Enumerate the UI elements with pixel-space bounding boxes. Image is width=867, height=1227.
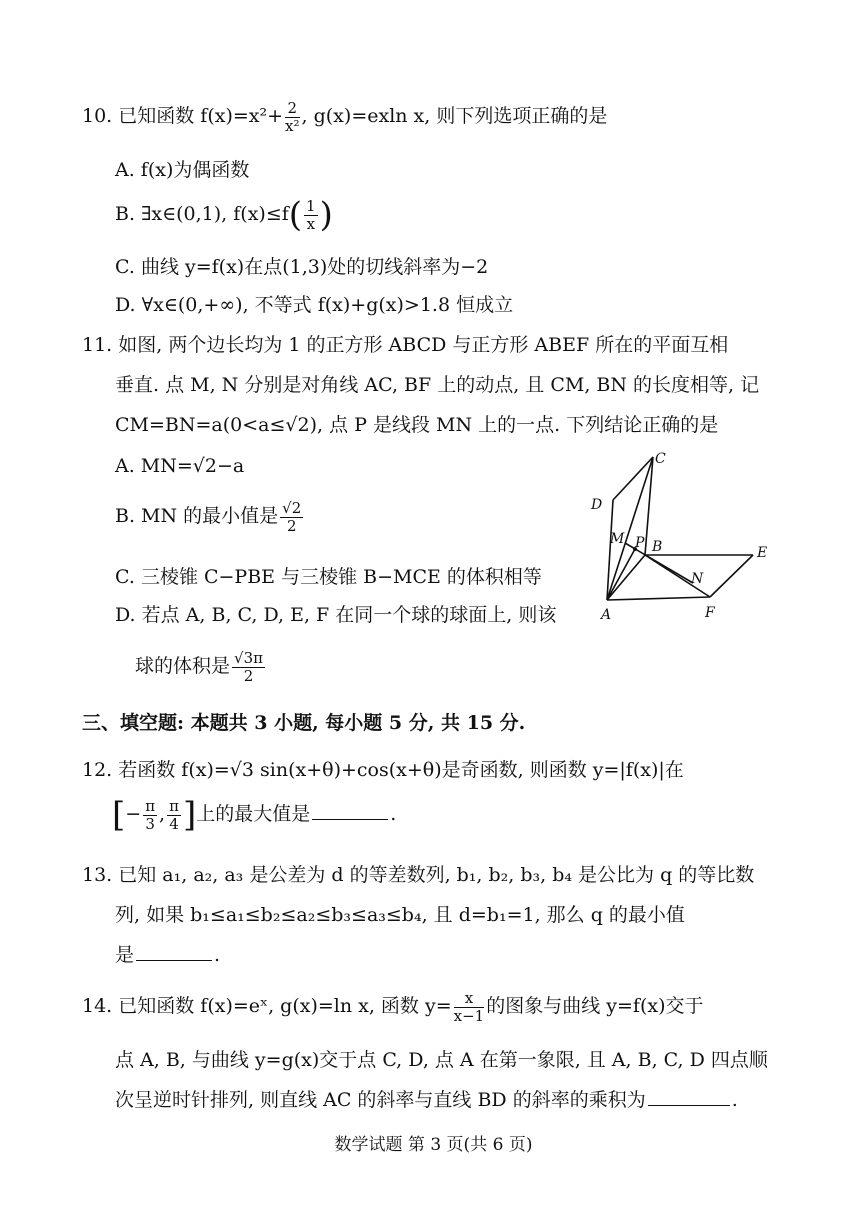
- q14-line-3: 次呈逆时针排列, 则直线 AC 的斜率与直线 BD 的斜率的乘积为 .: [115, 1089, 738, 1111]
- q11-option-b: B. MN 的最小值是 $\frac{√2}{2}$: [115, 499, 302, 535]
- label-a: A: [601, 607, 612, 623]
- q12-answer-blank: [312, 818, 388, 820]
- q10-fraction: $\frac{2}{\text{x²}}$: [285, 99, 300, 135]
- q11-option-c: C. 三棱锥 C−PBE 与三棱锥 B−MCE 的体积相等: [115, 566, 542, 588]
- q11-option-d-1: D. 若点 A, B, C, D, E, F 在同一个球的球面上, 则该: [115, 604, 557, 626]
- label-e: E: [757, 545, 768, 561]
- q13-line-3: 是 .: [115, 944, 221, 966]
- q10-option-b: B. ∃x∈(0,1), f(x)≤f( $\frac{1}{x}$ ): [115, 195, 333, 235]
- q14-line-1: 14. 已知函数 f(x)=eˣ, g(x)=ln x, 函数 y= $\frac{x}{x-1}$ 的图象与曲线 y=f(x)交于: [82, 989, 704, 1025]
- q11-option-a: A. MN=√2−a: [115, 455, 245, 477]
- label-n: N: [691, 571, 704, 587]
- q11-line-1: 11. 如图, 两个边长均为 1 的正方形 ABCD 与正方形 ABEF 所在的平面互相: [82, 334, 729, 356]
- q10-stem: 10. 已知函数 f(x)=x²+ $\frac{2}{\text{x²}}$ , g(x)=exln x, 则下列选项正确的是: [82, 99, 608, 135]
- label-c: C: [655, 451, 666, 467]
- label-f: F: [705, 605, 715, 621]
- label-m: M: [610, 531, 625, 547]
- section-3-heading: 三、填空题: 本题共 3 小题, 每小题 5 分, 共 15 分.: [82, 712, 526, 734]
- q14-answer-blank: [648, 1104, 730, 1106]
- q14-line-2: 点 A, B, 与曲线 y=g(x)交于点 C, D, 点 A 在第一象限, 且 A, B, C, D 四点顺: [115, 1049, 768, 1071]
- q10-option-c: C. 曲线 y=f(x)在点(1,3)处的切线斜率为−2: [115, 256, 489, 278]
- q13-line-1: 13. 已知 a₁, a₂, a₃ 是公差为 d 的等差数列, b₁, b₂, b₃, b₄ 是公比为 q 的等比数: [82, 864, 755, 886]
- page-footer: 数学试题 第 3 页(共 6 页): [334, 1135, 533, 1155]
- label-p: P: [635, 535, 645, 551]
- q12-line-2: [− $\frac{\pi}{3}$ , $\frac{\pi}{4}$ ]上的最大值是 .: [112, 795, 397, 835]
- q10-option-a: A. f(x)为偶函数: [115, 159, 250, 181]
- label-d: D: [591, 497, 603, 513]
- q11-line-2: 垂直. 点 M, N 分别是对角线 AC, BF 上的动点, 且 CM, BN 的长度相等, 记: [115, 374, 760, 396]
- q13-line-2: 列, 如果 b₁≤a₁≤b₂≤a₂≤b₃≤a₃≤b₄, 且 d=b₁=1, 那么 q 的最小值: [115, 904, 685, 926]
- q11-line-3: CM=BN=a(0<a≤√2), 点 P 是线段 MN 上的一点. 下列结论正确的是: [115, 414, 719, 436]
- label-b: B: [652, 539, 663, 555]
- q12-line-1: 12. 若函数 f(x)=√3 sin(x+θ)+cos(x+θ)是奇函数, 则函数 y=|f(x)|在: [82, 759, 684, 781]
- q13-answer-blank: [136, 959, 212, 961]
- q11-option-d-2: 球的体积是 $\frac{√3\pi}{2}$: [135, 649, 263, 685]
- q10-option-d: D. ∀x∈(0,+∞), 不等式 f(x)+g(x)>1.8 恒成立: [115, 294, 514, 316]
- q11-geometry-figure: [585, 445, 785, 630]
